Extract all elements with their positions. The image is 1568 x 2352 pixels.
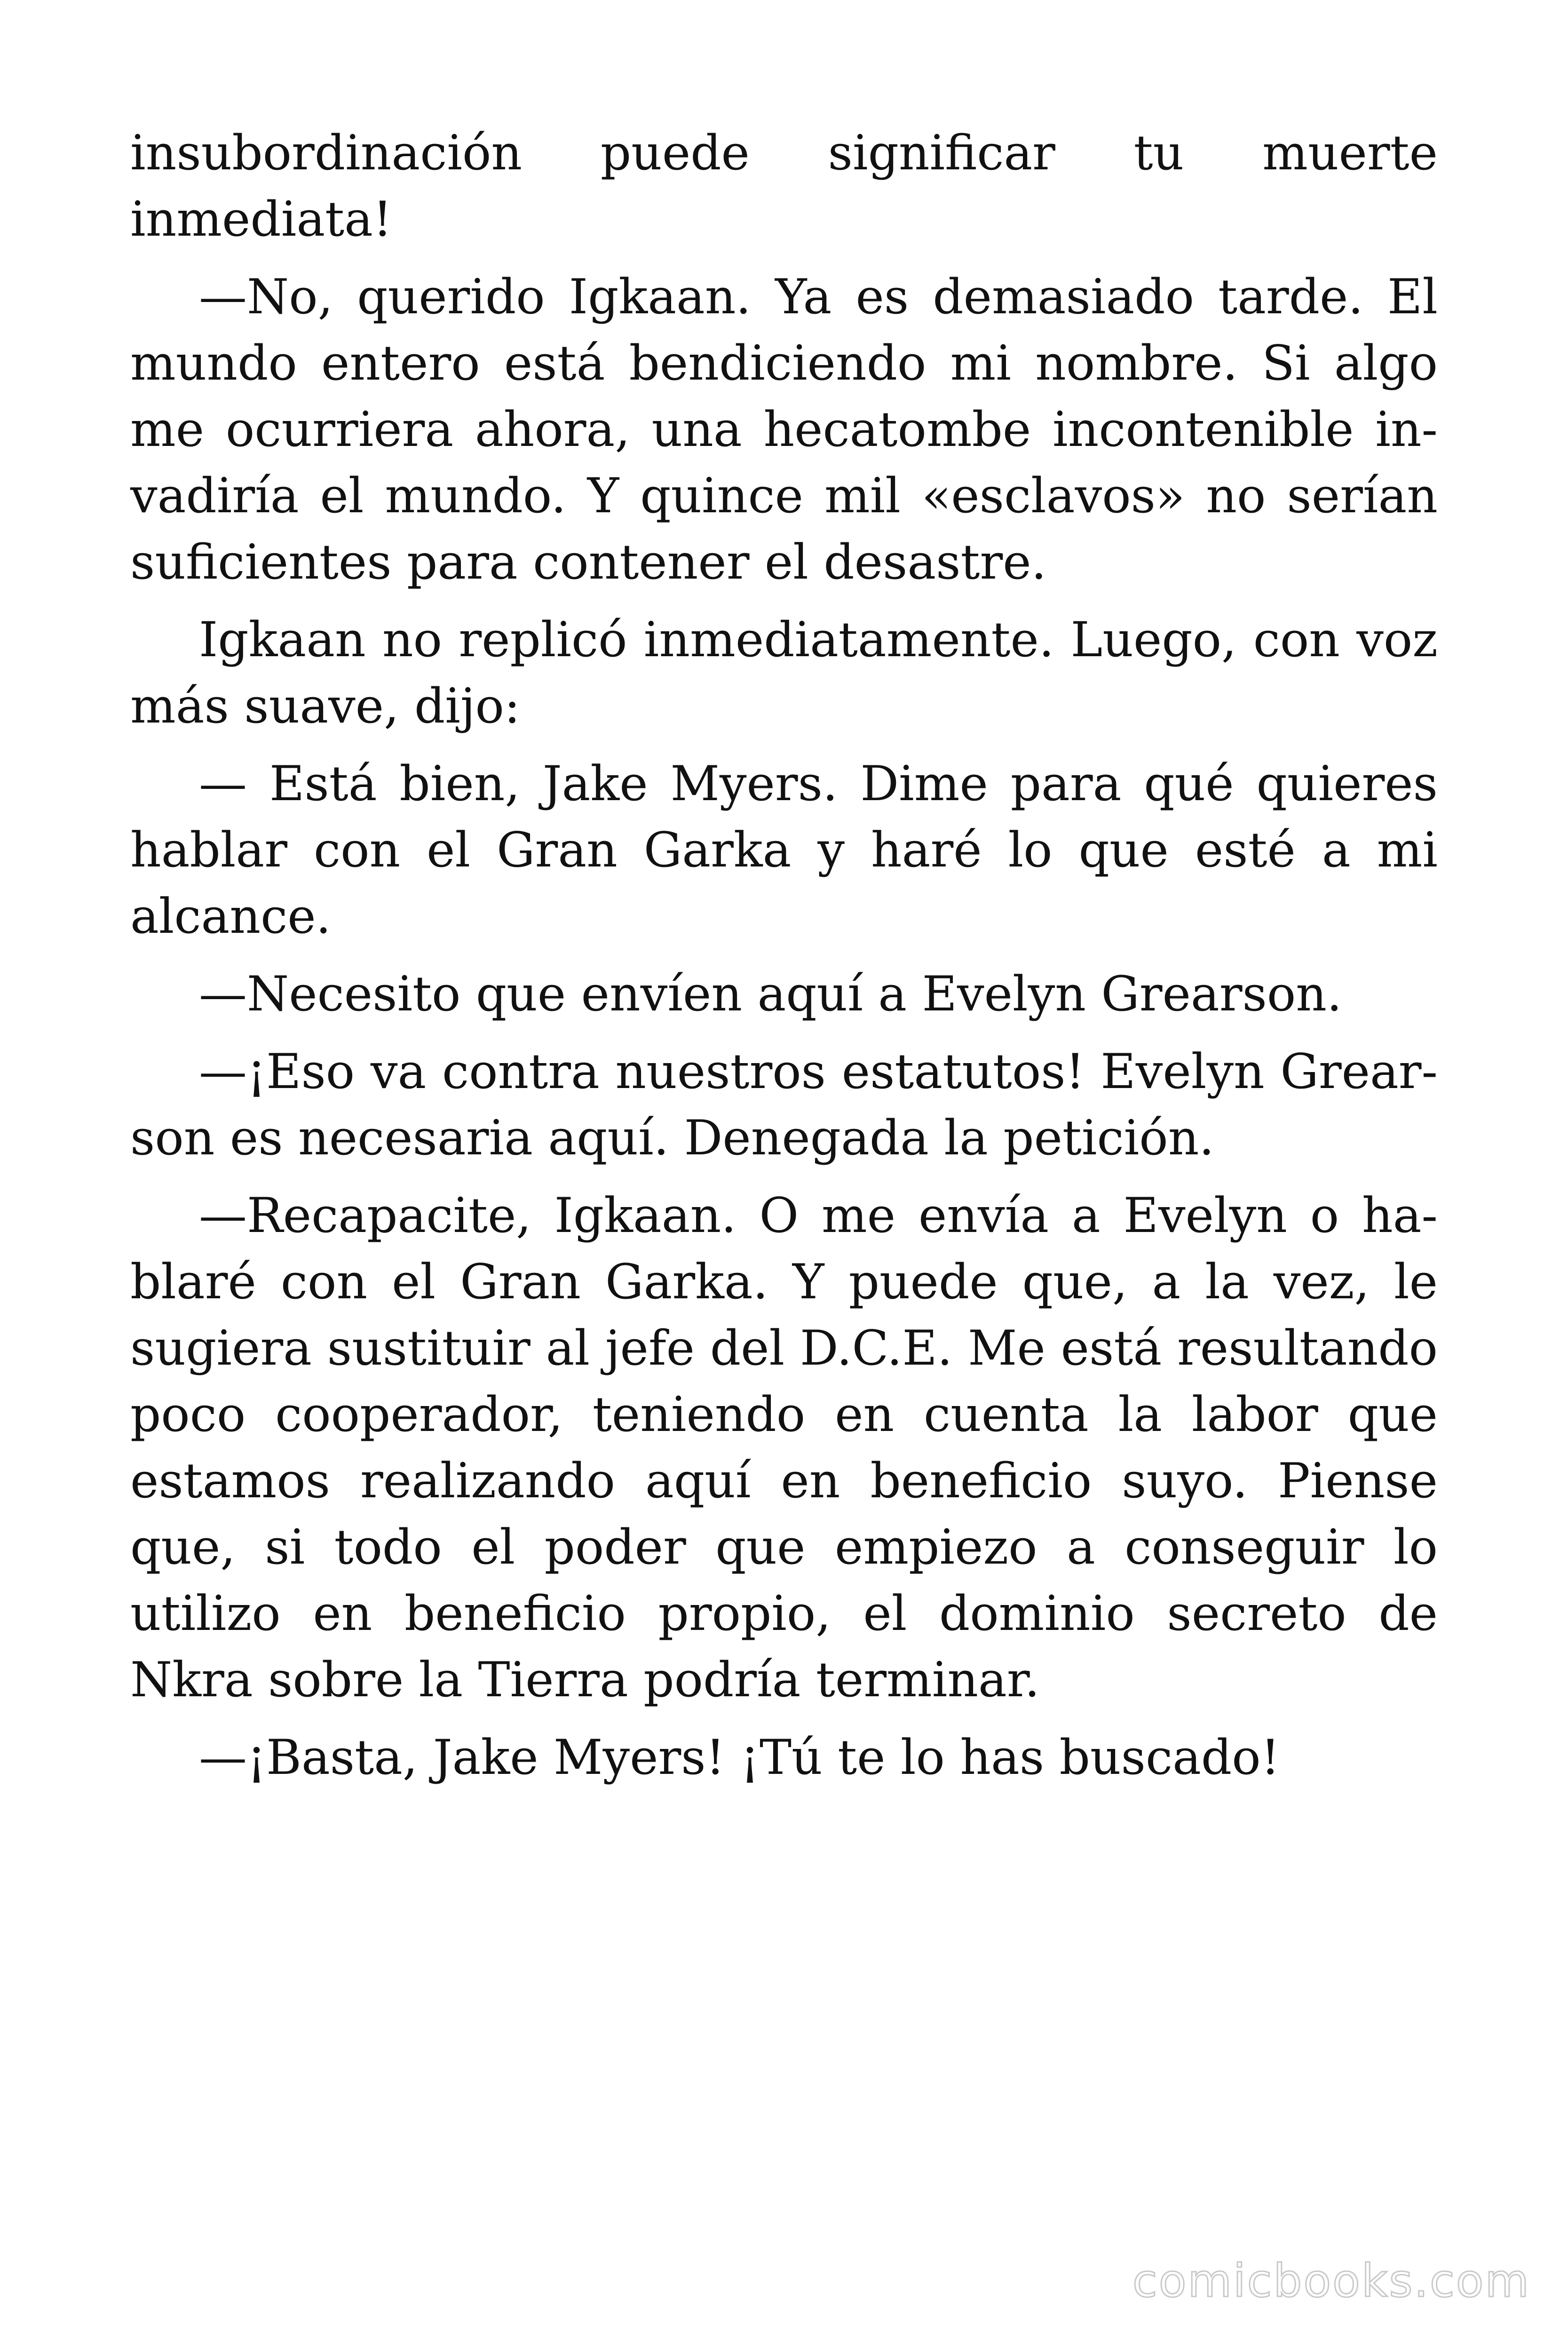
watermark: comicbooks.com xyxy=(1132,2255,1530,2307)
paragraph-2: —No, querido Igkaan. Ya es demasiado tarde. El mundo entero está bendiciendo mi nombre. Si algo me ocurriera ahora, una hecatombe incontenible invadiría el mundo. Y quince mil «esclavos» no serían suficientes para contener el desastre. xyxy=(130,269,1438,590)
paragraph-5: —Necesito que envíen aquí a Evelyn Grearson. xyxy=(199,966,1342,1022)
paragraph-8: —¡Basta, Jake Myers! ¡Tú te lo has buscado! xyxy=(199,1730,1280,1786)
paragraph-7: —Recapacite, Igkaan. O me envía a Evelyn o hablaré con el Gran Garka. Y puede que, a la vez, le sugiera sustituir al jefe del D.C.E. Me está resultando poco cooperador, teniendo en cuenta la labor que estamos realizando aquí en beneficio suyo. Piense que, si todo el poder que empiezo a conseguir lo utilizo en beneficio propio, el dominio secreto de Nkra sobre la Tierra podría terminar. xyxy=(130,1188,1438,1708)
paragraph-6: —¡Eso va contra nuestros estatutos! Evelyn Grearson es necesaria aquí. Denegada la petición. xyxy=(130,1044,1438,1166)
paragraph-3: Igkaan no replicó inmediatamente. Luego, con voz más suave, dijo: xyxy=(130,612,1438,734)
paragraph-4: — Está bien, Jake Myers. Dime para qué quieres hablar con el Gran Garka y haré lo que esté a mi alcance. xyxy=(130,756,1438,945)
body-text xyxy=(130,120,1438,1802)
paragraph-1: insubordinación puede significar tu muerte inmediata! xyxy=(130,125,1438,247)
